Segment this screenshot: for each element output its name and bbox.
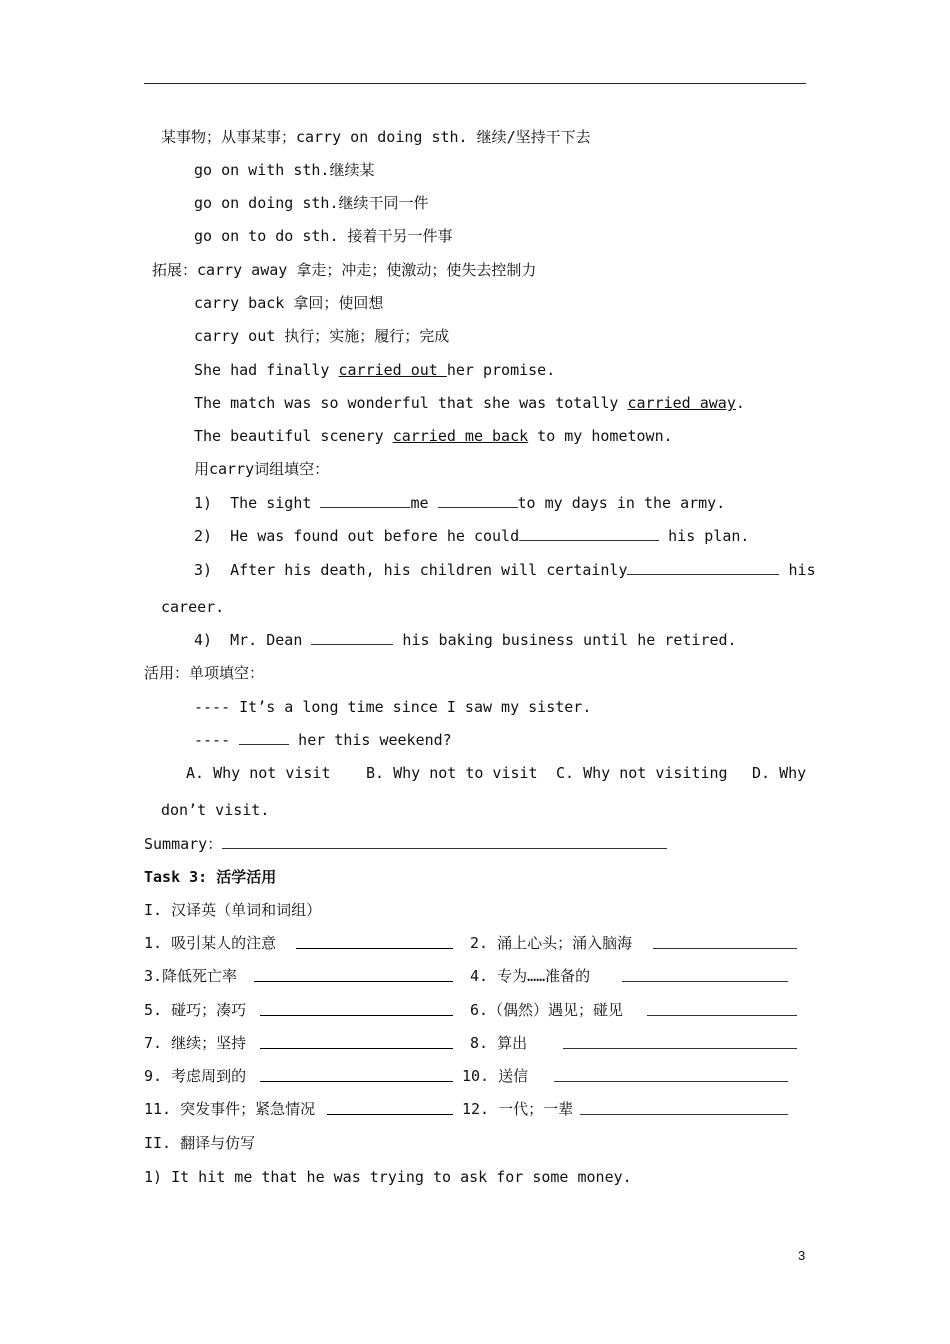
example-sentence bbox=[194, 393, 745, 413]
answer-blank[interactable] bbox=[438, 493, 518, 508]
section-heading: Task 3: 活学活用 bbox=[144, 868, 277, 886]
exercise-item bbox=[194, 526, 749, 546]
answer-blank[interactable] bbox=[260, 1067, 453, 1082]
text-line: 某事物；从事某事；carry on doing sth. 继续/坚持干下去 bbox=[161, 128, 591, 146]
translation-item bbox=[144, 933, 276, 953]
page-number: 3 bbox=[798, 1248, 806, 1263]
text-line: go on doing sth.继续干同一件 bbox=[194, 194, 429, 212]
option-b[interactable]: B. Why not to visit bbox=[366, 764, 538, 782]
answer-blank[interactable] bbox=[260, 1034, 453, 1049]
text-segment: The beautiful scenery bbox=[194, 427, 393, 445]
text-line: career. bbox=[161, 598, 225, 616]
text-segment: 3.降低死亡率 bbox=[144, 967, 238, 985]
text-segment: ---- bbox=[194, 731, 240, 749]
answer-blank[interactable] bbox=[627, 560, 779, 575]
dialogue-line: ---- It’s a long time since I saw my sister. bbox=[194, 698, 592, 716]
text-segment: her this weekend? bbox=[289, 731, 452, 749]
answer-blank[interactable] bbox=[563, 1034, 797, 1049]
text-line: 用carry词组填空： bbox=[194, 460, 330, 478]
subsection-heading: II. 翻译与仿写 bbox=[144, 1134, 256, 1152]
dialogue-line bbox=[194, 730, 452, 750]
translation-item bbox=[144, 966, 237, 986]
text-segment: 6.（偶然）遇见；碰见 bbox=[470, 1001, 624, 1019]
text-segment: 1) The sight bbox=[194, 494, 321, 512]
text-segment: me bbox=[410, 494, 438, 512]
answer-blank[interactable] bbox=[653, 934, 797, 949]
text-line: go on to do sth. 接着干另一件事 bbox=[194, 227, 453, 245]
translation-item bbox=[470, 1033, 527, 1053]
text-segment: her promise. bbox=[446, 361, 556, 379]
underlined-phrase: carried out bbox=[338, 361, 447, 379]
answer-blank[interactable] bbox=[260, 1001, 453, 1016]
answer-blank[interactable] bbox=[254, 967, 453, 982]
answer-blank[interactable] bbox=[554, 1067, 788, 1082]
text-segment: 4. 专为……准备的 bbox=[470, 967, 591, 985]
text-line: go on with sth.继续某 bbox=[194, 161, 375, 179]
answer-blank[interactable] bbox=[580, 1100, 788, 1115]
text-segment: . bbox=[735, 394, 745, 412]
option-c[interactable]: C. Why not visiting bbox=[556, 764, 728, 782]
option-d-continued: don’t visit. bbox=[161, 801, 270, 819]
underlined-phrase: carried me back bbox=[392, 427, 529, 445]
translation-item bbox=[470, 966, 590, 986]
text-segment: 11. 突发事件；紧急情况 bbox=[144, 1100, 316, 1118]
translation-item bbox=[144, 1066, 246, 1086]
translation-item bbox=[144, 1000, 246, 1020]
summary-label: Summary： bbox=[144, 835, 223, 853]
answer-blank[interactable] bbox=[327, 1100, 453, 1115]
answer-blank[interactable] bbox=[311, 630, 393, 645]
text-line: 活用：单项填空： bbox=[144, 664, 265, 682]
example-sentence bbox=[194, 426, 673, 446]
translation-item bbox=[462, 1099, 573, 1119]
text-segment: 5. 碰巧；凑巧 bbox=[144, 1001, 247, 1019]
answer-blank[interactable] bbox=[239, 730, 289, 745]
option-a[interactable]: A. Why not visit bbox=[186, 764, 331, 782]
translation-item bbox=[470, 1000, 623, 1020]
exercise-item bbox=[194, 493, 725, 513]
text-segment: to my days in the army. bbox=[517, 494, 726, 512]
text-line: carry back 拿回；使回想 bbox=[194, 294, 384, 312]
text-segment: 2. 涌上心头；涌入脑海 bbox=[470, 934, 633, 952]
text-segment: his baking business until he retired. bbox=[393, 631, 737, 649]
underlined-phrase: carried away bbox=[627, 394, 736, 412]
example-sentence bbox=[194, 360, 555, 380]
text-segment: his plan. bbox=[659, 527, 750, 545]
translation-item bbox=[462, 1066, 528, 1086]
option-d[interactable]: D. Why bbox=[752, 764, 807, 782]
text-segment: 7. 继续；坚持 bbox=[144, 1034, 247, 1052]
text-segment: She had finally bbox=[194, 361, 339, 379]
text-segment: 12. 一代；一辈 bbox=[462, 1100, 574, 1118]
translation-item bbox=[144, 1099, 315, 1119]
text-segment: 8. 算出 bbox=[470, 1034, 528, 1052]
subsection-heading: I. 汉译英（单词和词组） bbox=[144, 901, 322, 919]
header-rule bbox=[144, 83, 806, 84]
text-segment: to my hometown. bbox=[528, 427, 673, 445]
answer-blank[interactable] bbox=[647, 1001, 797, 1016]
text-line: 1) It hit me that he was trying to ask for some money. bbox=[144, 1168, 632, 1186]
text-line: 拓展：carry away 拿走；冲走；使激动；使失去控制力 bbox=[152, 261, 537, 279]
text-segment: 10. 送信 bbox=[462, 1067, 529, 1085]
text-line: carry out 执行；实施；履行；完成 bbox=[194, 327, 450, 345]
text-segment: 2) He was found out before he could bbox=[194, 527, 520, 545]
text-segment: 3) After his death, his children will certainly bbox=[194, 561, 628, 579]
translation-item bbox=[144, 1033, 246, 1053]
text-segment: his bbox=[779, 561, 816, 579]
text-segment: 9. 考虑周到的 bbox=[144, 1067, 247, 1085]
translation-item bbox=[470, 933, 632, 953]
answer-blank[interactable] bbox=[296, 934, 453, 949]
summary-line bbox=[144, 834, 667, 854]
answer-blank[interactable] bbox=[519, 526, 659, 541]
exercise-item bbox=[194, 630, 737, 650]
answer-blank[interactable] bbox=[622, 967, 788, 982]
text-segment: The match was so wonderful that she was totally bbox=[194, 394, 628, 412]
exercise-item bbox=[194, 560, 816, 580]
summary-blank[interactable] bbox=[222, 834, 667, 849]
text-segment: 1. 吸引某人的注意 bbox=[144, 934, 277, 952]
text-segment: 4) Mr. Dean bbox=[194, 631, 312, 649]
answer-blank[interactable] bbox=[320, 493, 410, 508]
